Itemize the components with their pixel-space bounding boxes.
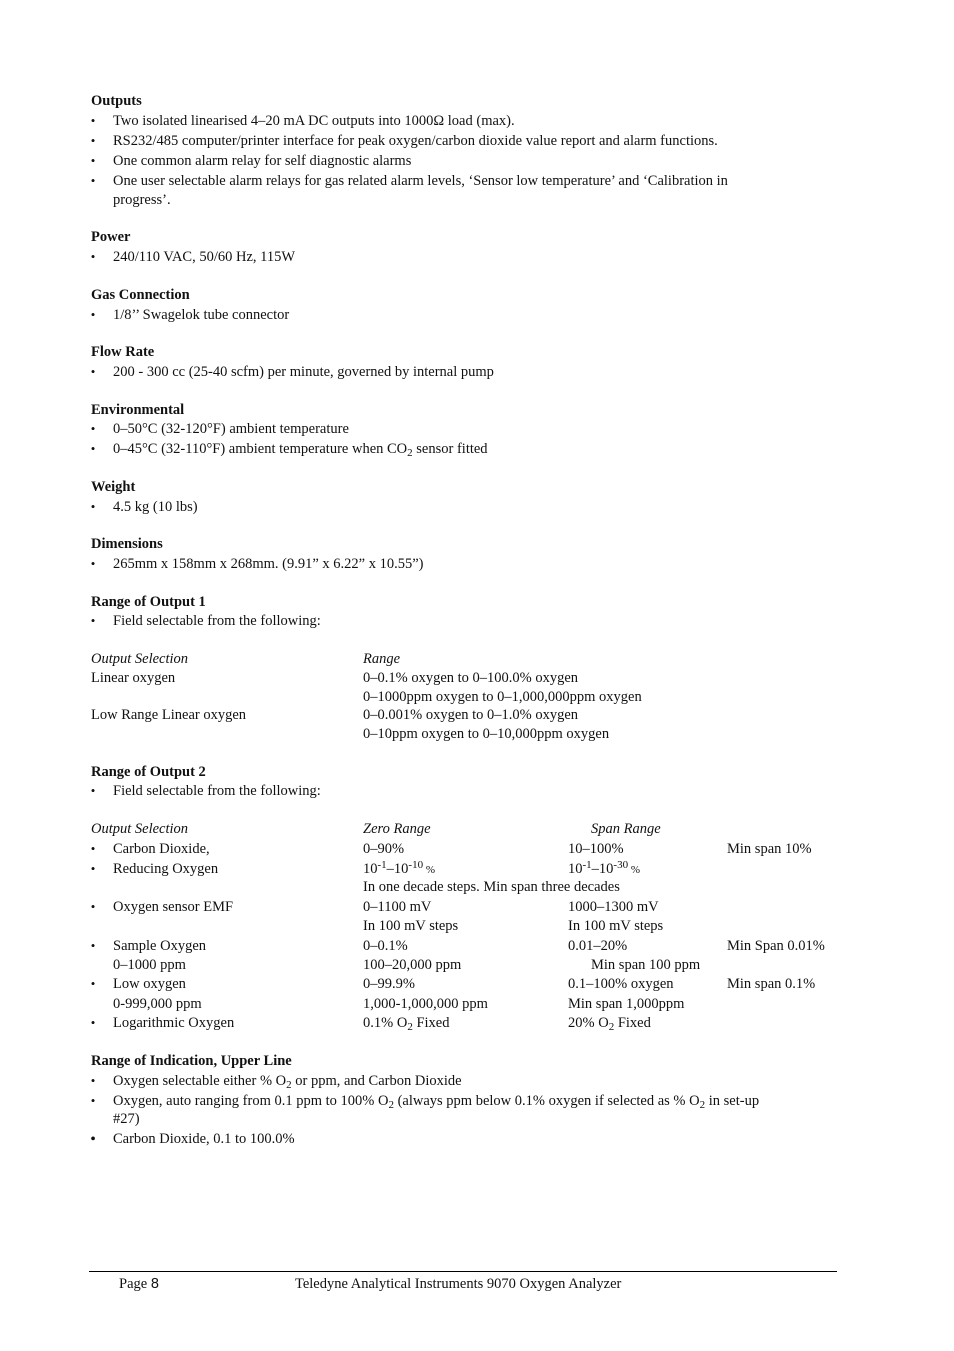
section-heading-weight: Weight — [91, 479, 136, 495]
table-cell-selection: Low Range Linear oxygen — [91, 707, 247, 723]
table-cell-min-span: Min span 0.1% — [727, 976, 816, 992]
range-output-1-intro: Field selectable from the following: — [113, 613, 321, 629]
outputs-item: One common alarm relay for self diagnostic alarms — [113, 153, 412, 169]
section-heading-dimensions: Dimensions — [91, 536, 163, 552]
table-cell-zero: 100–20,000 ppm — [363, 957, 462, 973]
range-output-2-intro: Field selectable from the following: — [113, 783, 321, 799]
section-heading-outputs: Outputs — [91, 93, 142, 109]
bullet: • — [90, 307, 96, 322]
column-header-zero-range: Zero Range — [363, 821, 431, 837]
dimensions-item: 265mm x 158mm x 268mm. (9.91” x 6.22” x 10.55”) — [113, 556, 424, 572]
section-heading-environmental: Environmental — [91, 402, 185, 418]
bullet: • — [90, 1093, 96, 1108]
environmental-item: 0–45°C (32-110°F) ambient temperature when $CO_2$ sensor fitted — [113, 441, 488, 459]
bullet: • — [90, 899, 96, 914]
bullet: • — [90, 841, 96, 856]
power-item: 240/110 VAC, 50/60 Hz, 115W — [113, 249, 296, 265]
column-header-output-selection: Output Selection — [91, 651, 189, 667]
table-cell-zero: 0–99.9% — [363, 976, 415, 992]
table-cell-range: 0–0.001% oxygen to 0–1.0% oxygen — [363, 707, 579, 723]
indication-item: Carbon Dioxide, 0.1 to 100.0% — [113, 1131, 295, 1147]
bullet: • — [90, 556, 96, 571]
bullet: • — [90, 441, 96, 456]
table-cell-selection: Linear oxygen — [91, 670, 176, 686]
section-heading-power: Power — [91, 229, 131, 245]
table-cell-span: Min span 1,000ppm — [568, 996, 685, 1012]
table-cell-min-span: Min span 10% — [727, 841, 812, 857]
table-cell-span: In 100 mV steps — [568, 918, 664, 934]
table-cell-span: 0.01–20% — [568, 938, 628, 954]
outputs-item-continuation: progress’. — [113, 192, 171, 208]
table-cell-span: $10^{-1}-10^{-30}$ % — [568, 859, 641, 877]
section-heading-range-output-2: Range of Output 2 — [91, 764, 206, 780]
bullet: • — [90, 153, 96, 168]
table-cell-selection: Reducing Oxygen — [113, 861, 219, 877]
footer-page: Page 8 — [119, 1276, 159, 1292]
table-cell-selection: Oxygen sensor EMF — [113, 899, 234, 915]
table-cell-zero: In 100 mV steps — [363, 918, 459, 934]
table-cell-zero: 0–1100 mV — [363, 899, 432, 915]
table-cell-range: 0–10ppm oxygen to 0–10,000ppm oxygen — [363, 726, 610, 742]
column-header-span-range: Span Range — [591, 821, 661, 837]
bullet: • — [90, 938, 96, 953]
table-cell-min-span: Min Span 0.01% — [727, 938, 825, 954]
table-cell-selection: Sample Oxygen — [113, 938, 207, 954]
table-cell-range: 0–0.1% oxygen to 0–100.0% oxygen — [363, 670, 579, 686]
table-cell-selection: Logarithmic Oxygen — [113, 1015, 235, 1031]
bullet: • — [90, 113, 96, 128]
page-number: 8 — [150, 1276, 159, 1292]
table-cell-zero: 0–90% — [363, 841, 405, 857]
bullet: • — [90, 499, 96, 514]
table-cell-zero: 0–0.1% — [363, 938, 408, 954]
section-heading-gas-connection: Gas Connection — [91, 287, 190, 303]
table-cell-selection: 0-999,000 ppm — [113, 996, 202, 1012]
table-cell-range: 0–1000ppm oxygen to 0–1,000,000ppm oxygen — [363, 689, 642, 705]
column-header-range: Range — [363, 651, 401, 667]
bullet: • — [90, 613, 96, 628]
environmental-item: 0–50°C (32-120°F) ambient temperature — [113, 421, 349, 437]
column-header-output-selection: Output Selection — [91, 821, 189, 837]
bullet: • — [90, 1015, 96, 1030]
bullet: • — [90, 364, 96, 379]
table-cell-selection: Carbon Dioxide, — [113, 841, 210, 857]
table-cell-note: In one decade steps. Min span three decades — [363, 879, 620, 895]
weight-item: 4.5 kg (10 lbs) — [113, 499, 198, 515]
table-cell-span: 1000–1300 mV — [568, 899, 659, 915]
outputs-item: One user selectable alarm relays for gas related alarm levels, ‘Sensor low temperature’ and ‘Calibration in — [113, 173, 728, 189]
indication-item: Oxygen selectable either % $O_2$ or ppm, and Carbon Dioxide — [113, 1073, 462, 1091]
footer-rule — [89, 1271, 837, 1272]
bullet: • — [90, 1131, 96, 1148]
outputs-item: RS232/485 computer/printer interface for peak oxygen/carbon dioxide value report and alarm functions. — [113, 133, 718, 149]
indication-item: Oxygen, auto ranging from 0.1 ppm to 100% $O_2$ (always ppm below 0.1% oxygen if selected as % $O_2$ in set-up — [113, 1093, 760, 1111]
bullet: • — [90, 421, 96, 436]
flow-rate-item: 200 - 300 cc (25-40 scfm) per minute, governed by internal pump — [113, 364, 494, 380]
bullet: • — [90, 133, 96, 148]
bullet: • — [90, 249, 96, 264]
table-cell-selection: Low oxygen — [113, 976, 186, 992]
table-cell-span: Min span 100 ppm — [591, 957, 701, 973]
section-heading-indication-upper: Range of Indication, Upper Line — [91, 1053, 292, 1069]
table-cell-span: 0.1–100% oxygen — [568, 976, 674, 992]
bullet: • — [90, 976, 96, 991]
gas-connection-item: 1/8’’ Swagelok tube connector — [113, 307, 290, 323]
table-cell-span: 10–100% — [568, 841, 624, 857]
indication-item-continuation: #27) — [113, 1111, 140, 1127]
footer-title: Teledyne Analytical Instruments 9070 Oxygen Analyzer — [295, 1276, 622, 1292]
bullet: • — [90, 173, 96, 188]
section-heading-range-output-1: Range of Output 1 — [91, 594, 206, 610]
table-cell-selection: 0–1000 ppm — [113, 957, 186, 973]
section-heading-flow-rate: Flow Rate — [91, 344, 155, 360]
bullet: • — [90, 783, 96, 798]
table-cell-zero: 0.1% $O_2$ Fixed — [363, 1015, 450, 1033]
table-cell-span: 20% $O_2$ Fixed — [568, 1015, 651, 1033]
bullet: • — [90, 1073, 96, 1088]
table-cell-zero: $10^{-1}-10^{-10}$ % — [363, 859, 436, 877]
table-cell-zero: 1,000-1,000,000 ppm — [363, 996, 488, 1012]
outputs-item: Two isolated linearised 4–20 mA DC outputs into 1000Ω load (max). — [113, 113, 515, 129]
bullet: • — [90, 861, 96, 876]
